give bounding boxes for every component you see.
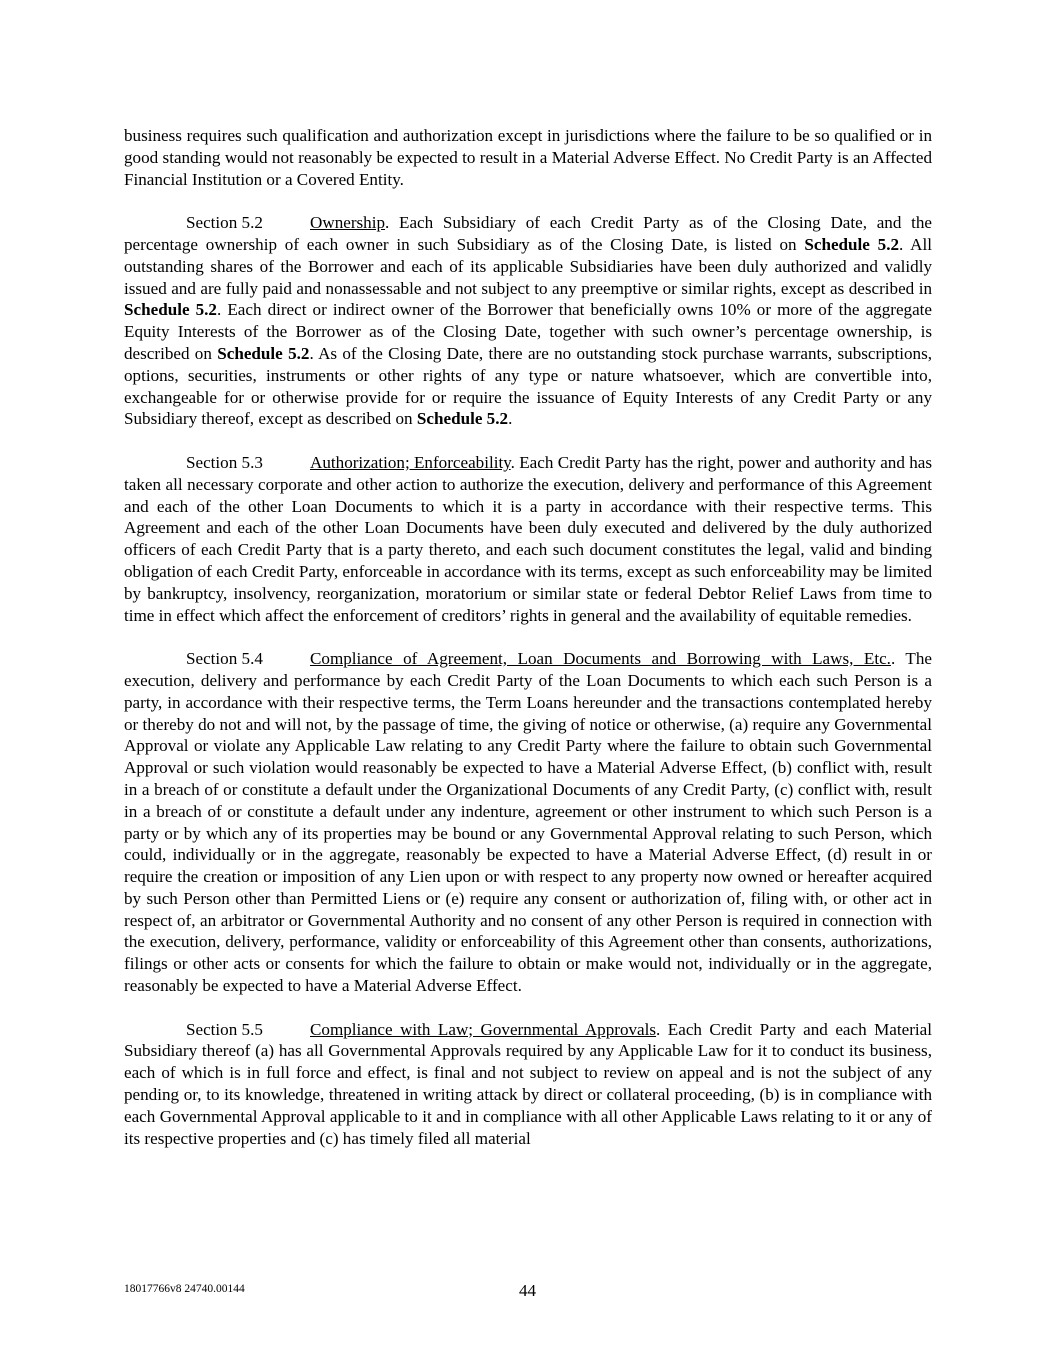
section-5-2 — [124, 212, 932, 430]
document-id: 18017766v8 24740.00144 — [124, 1283, 245, 1295]
section-text: . Each Credit Party has the right, power and authority and has taken all necessary corporate and other action to authorize the execution, delivery and performance of this Agreement and each of the other Loan Documents to which it is a party in accordance with their respective terms. This Agreement and each of the other Loan Documents have been duly executed and delivered by the duly authorized officers of each Credit Party that is a party thereto, and each such document constitutes the legal, valid and binding obligation of each Credit Party, enforceable in accordance with its terms, except as such enforceability may be limited by bankruptcy, insolvency, reorganization, moratorium or similar state or federal Debtor Relief Laws from time to time in effect which affect the enforcement of creditors’ rights in general and the availability of equitable remedies. — [124, 452, 932, 625]
section-number: Section 5.5 — [186, 1019, 263, 1039]
section-number: Section 5.3 — [186, 452, 263, 472]
schedule-reference: Schedule 5.2 — [804, 234, 900, 254]
section-number: Section 5.4 — [186, 649, 263, 669]
section-5-4 — [124, 648, 932, 997]
section-text: . Each Credit Party and each Material Subsidiary thereof (a) has all Governmental Approvals required by any Applicable Law for it to conduct its business, each of which is in full force and effect, is final and not subject to review on appeal and is not the subject of any pending or, to its knowledge, threatened in writing attack by direct or collateral proceeding, (b) is in compliance with each Governmental Approval applicable to it and in compliance with all other Applicable Laws relating to it or any of its respective properties and (c) has timely filed all material — [124, 1019, 932, 1148]
section-5-3 — [124, 452, 932, 626]
section-heading: Compliance of Agreement, Loan Documents and Borrowing with Laws, Etc. — [310, 649, 891, 669]
section-heading: Authorization; Enforceability — [310, 452, 511, 472]
section-heading: Compliance with Law; Governmental Approvals — [310, 1019, 657, 1039]
section-text: . — [508, 409, 513, 429]
section-text: . The execution, delivery and performance by each Credit Party of the Loan Documents to which each such Person is a party, in accordance with their respective terms, the Term Loans hereunder and the transactions contemplated hereby or thereby do not and will not, by the passage of time, the giving of notice or otherwise, (a) require any Governmental Approval or violate any Applicable Law relating to any Credit Party where the failure to obtain such Governmental Approval or such violation would reasonably be expected to have a Material Adverse Effect, (b) conflict with, result in a breach of or constitute a default under the Organizational Documents of any Credit Party, (c) conflict with, result in a breach of or constitute a default under any indenture, agreement or other instrument to which such Person is a party or by which any of its properties may be bound or any Governmental Approval relating to such Person, which could, individually or in the aggregate, reasonably be expected to have a Material Adverse Effect, (d) result in or require the creation or imposition of any Lien upon or with respect to any property now owned or hereafter acquired by such Person other than Permitted Liens or (e) require any consent or authorization of, filing with, or other act in respect of, an arbitrator or Governmental Authority and no consent of any other Person is required in connection with the execution, delivery, performance, validity or enforceability of this Agreement other than consents, authorizations, filings or other acts or consents for which the failure to obtain or make would not, individually or in the aggregate, reasonably be expected to have a Material Adverse Effect. — [124, 649, 932, 996]
schedule-reference: Schedule 5.2 — [217, 343, 310, 363]
document-page — [124, 125, 932, 1171]
section-number: Section 5.2 — [186, 213, 263, 233]
section-heading: Ownership — [310, 213, 386, 233]
schedule-reference: Schedule 5.2 — [416, 409, 509, 429]
section-text: . All outstanding shares of the Borrower and each of its applicable Subsidiaries have been duly authorized and validly issued and are fully paid and nonassessable and not subject to any preemptive or similar rights, except as described in — [124, 234, 932, 298]
section-text: . Each Subsidiary of each Credit Party as of the Closing Date, and the percentage ownership of each owner in such Subsidiary as of the Closing Date, is listed on — [124, 213, 932, 254]
page-number: 44 — [518, 1281, 537, 1300]
section-text: . As of the Closing Date, there are no outstanding stock purchase warrants, subscriptions, options, securities, instruments or other rights of any type or nature whatsoever, which are convertible into, exchangeable for or otherwise provide for or require the issuance of Equity Interests of any Credit Party or any Subsidiary thereof, except as described on — [124, 343, 932, 429]
section-text: . Each direct or indirect owner of the Borrower that beneficially owns 10% or more of the aggregate Equity Interests of the Borrower as of the Closing Date, together with such owner’s percentage ownership, is described on — [124, 300, 932, 363]
paragraph-continuation: business requires such qualification and authorization except in jurisdictions where the failure to be so qualified or in good standing would not reasonably be expected to result in a Material Adverse Effect. No Credit Party is an Affected Financial Institution or a Covered Entity. — [124, 126, 932, 189]
schedule-reference: Schedule 5.2 — [124, 300, 217, 320]
section-5-5 — [124, 1019, 932, 1150]
